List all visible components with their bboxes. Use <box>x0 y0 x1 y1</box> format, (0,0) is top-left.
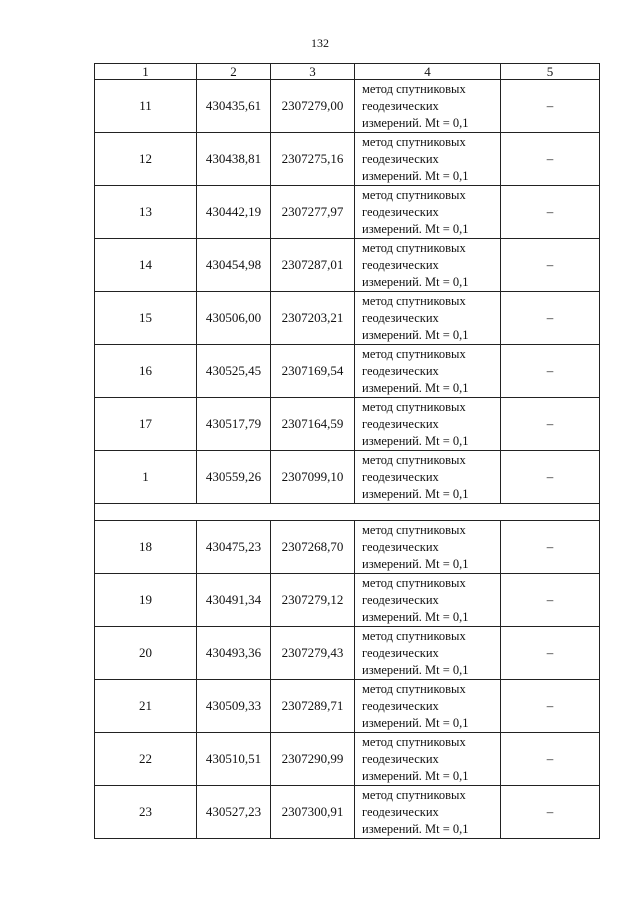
table-row <box>95 398 600 451</box>
extra-value: – <box>501 786 600 839</box>
method-line-1: метод спутниковых <box>362 734 466 749</box>
method-description <box>355 292 501 345</box>
method-description <box>355 574 501 627</box>
point-number: 1 <box>95 451 197 504</box>
method-line-1: метод спутниковых <box>362 628 466 643</box>
method-line-1: метод спутниковых <box>362 681 466 696</box>
method-line-2: геодезических <box>362 469 439 484</box>
point-number: 13 <box>95 186 197 239</box>
coord-y: 2307279,00 <box>271 80 355 133</box>
extra-value: – <box>501 239 600 292</box>
extra-value: – <box>501 186 600 239</box>
coord-y: 2307164,59 <box>271 398 355 451</box>
point-number: 23 <box>95 786 197 839</box>
table-row <box>95 186 600 239</box>
method-line-3: измерений. Mt = 0,1 <box>362 327 469 342</box>
method-line-1: метод спутниковых <box>362 346 466 361</box>
extra-value: – <box>501 398 600 451</box>
method-line-1: метод спутниковых <box>362 452 466 467</box>
coord-x: 430525,45 <box>197 345 271 398</box>
coord-x: 430475,23 <box>197 521 271 574</box>
method-description <box>355 80 501 133</box>
table-row <box>95 521 600 574</box>
header-row <box>95 64 600 80</box>
point-number: 16 <box>95 345 197 398</box>
coord-y: 2307268,70 <box>271 521 355 574</box>
method-description <box>355 786 501 839</box>
coord-y: 2307300,91 <box>271 786 355 839</box>
extra-value: – <box>501 80 600 133</box>
coord-x: 430491,34 <box>197 574 271 627</box>
method-line-2: геодезических <box>362 98 439 113</box>
coord-x: 430509,33 <box>197 680 271 733</box>
method-description <box>355 186 501 239</box>
extra-value: – <box>501 574 600 627</box>
method-line-1: метод спутниковых <box>362 575 466 590</box>
table-row <box>95 292 600 345</box>
method-line-3: измерений. Mt = 0,1 <box>362 380 469 395</box>
coord-x: 430527,23 <box>197 786 271 839</box>
separator-row <box>95 504 600 521</box>
point-number: 22 <box>95 733 197 786</box>
coord-y: 2307289,71 <box>271 680 355 733</box>
method-line-3: измерений. Mt = 0,1 <box>362 609 469 624</box>
method-line-3: измерений. Mt = 0,1 <box>362 115 469 130</box>
method-line-3: измерений. Mt = 0,1 <box>362 556 469 571</box>
coord-x: 430493,36 <box>197 627 271 680</box>
method-description <box>355 521 501 574</box>
method-line-2: геодезических <box>362 257 439 272</box>
table-row <box>95 345 600 398</box>
coord-x: 430517,79 <box>197 398 271 451</box>
extra-value: – <box>501 451 600 504</box>
method-line-1: метод спутниковых <box>362 81 466 96</box>
extra-value: – <box>501 521 600 574</box>
extra-value: – <box>501 733 600 786</box>
point-number: 17 <box>95 398 197 451</box>
table-row <box>95 574 600 627</box>
table-row <box>95 680 600 733</box>
coord-x: 430438,81 <box>197 133 271 186</box>
method-line-3: измерений. Mt = 0,1 <box>362 821 469 836</box>
method-description <box>355 733 501 786</box>
point-number: 21 <box>95 680 197 733</box>
header-col-2: 2 <box>197 64 271 80</box>
method-line-2: геодезических <box>362 204 439 219</box>
method-line-3: измерений. Mt = 0,1 <box>362 221 469 236</box>
method-line-2: геодезических <box>362 416 439 431</box>
table-row <box>95 627 600 680</box>
coord-y: 2307275,16 <box>271 133 355 186</box>
method-description <box>355 451 501 504</box>
point-number: 20 <box>95 627 197 680</box>
method-description <box>355 239 501 292</box>
method-line-1: метод спутниковых <box>362 399 466 414</box>
method-line-2: геодезических <box>362 310 439 325</box>
coord-y: 2307169,54 <box>271 345 355 398</box>
method-line-3: измерений. Mt = 0,1 <box>362 433 469 448</box>
method-line-1: метод спутниковых <box>362 293 466 308</box>
method-line-3: измерений. Mt = 0,1 <box>362 486 469 501</box>
header-col-1: 1 <box>95 64 197 80</box>
method-description <box>355 627 501 680</box>
header-col-5: 5 <box>501 64 600 80</box>
extra-value: – <box>501 292 600 345</box>
table-row <box>95 133 600 186</box>
coord-y: 2307287,01 <box>271 239 355 292</box>
method-line-3: измерений. Mt = 0,1 <box>362 768 469 783</box>
method-line-1: метод спутниковых <box>362 240 466 255</box>
point-number: 15 <box>95 292 197 345</box>
table-row <box>95 239 600 292</box>
coordinates-table <box>94 63 600 839</box>
extra-value: – <box>501 345 600 398</box>
extra-value: – <box>501 680 600 733</box>
table-row <box>95 786 600 839</box>
table-row <box>95 733 600 786</box>
method-line-2: геодезических <box>362 592 439 607</box>
point-number: 19 <box>95 574 197 627</box>
method-line-2: геодезических <box>362 151 439 166</box>
method-line-1: метод спутниковых <box>362 187 466 202</box>
extra-value: – <box>501 133 600 186</box>
table-row <box>95 451 600 504</box>
coord-x: 430442,19 <box>197 186 271 239</box>
separator-cell <box>95 504 600 521</box>
method-line-1: метод спутниковых <box>362 787 466 802</box>
header-col-4: 4 <box>355 64 501 80</box>
point-number: 12 <box>95 133 197 186</box>
method-description <box>355 345 501 398</box>
coord-x: 430435,61 <box>197 80 271 133</box>
method-line-1: метод спутниковых <box>362 522 466 537</box>
coord-x: 430559,26 <box>197 451 271 504</box>
method-line-3: измерений. Mt = 0,1 <box>362 168 469 183</box>
method-line-2: геодезических <box>362 751 439 766</box>
extra-value: – <box>501 627 600 680</box>
method-line-2: геодезических <box>362 698 439 713</box>
coord-y: 2307279,43 <box>271 627 355 680</box>
coord-x: 430506,00 <box>197 292 271 345</box>
coord-x: 430510,51 <box>197 733 271 786</box>
table-row <box>95 80 600 133</box>
method-line-2: геодезических <box>362 645 439 660</box>
coord-y: 2307099,10 <box>271 451 355 504</box>
coord-y: 2307203,21 <box>271 292 355 345</box>
point-number: 14 <box>95 239 197 292</box>
method-line-3: измерений. Mt = 0,1 <box>362 715 469 730</box>
point-number: 18 <box>95 521 197 574</box>
method-description <box>355 133 501 186</box>
method-line-2: геодезических <box>362 363 439 378</box>
method-description <box>355 680 501 733</box>
point-number: 11 <box>95 80 197 133</box>
page-number: 132 <box>311 36 329 50</box>
coord-y: 2307279,12 <box>271 574 355 627</box>
method-line-2: геодезических <box>362 804 439 819</box>
coord-y: 2307290,99 <box>271 733 355 786</box>
coord-y: 2307277,97 <box>271 186 355 239</box>
method-line-1: метод спутниковых <box>362 134 466 149</box>
method-line-3: измерений. Mt = 0,1 <box>362 274 469 289</box>
coord-x: 430454,98 <box>197 239 271 292</box>
method-line-2: геодезических <box>362 539 439 554</box>
header-col-3: 3 <box>271 64 355 80</box>
method-line-3: измерений. Mt = 0,1 <box>362 662 469 677</box>
method-description <box>355 398 501 451</box>
